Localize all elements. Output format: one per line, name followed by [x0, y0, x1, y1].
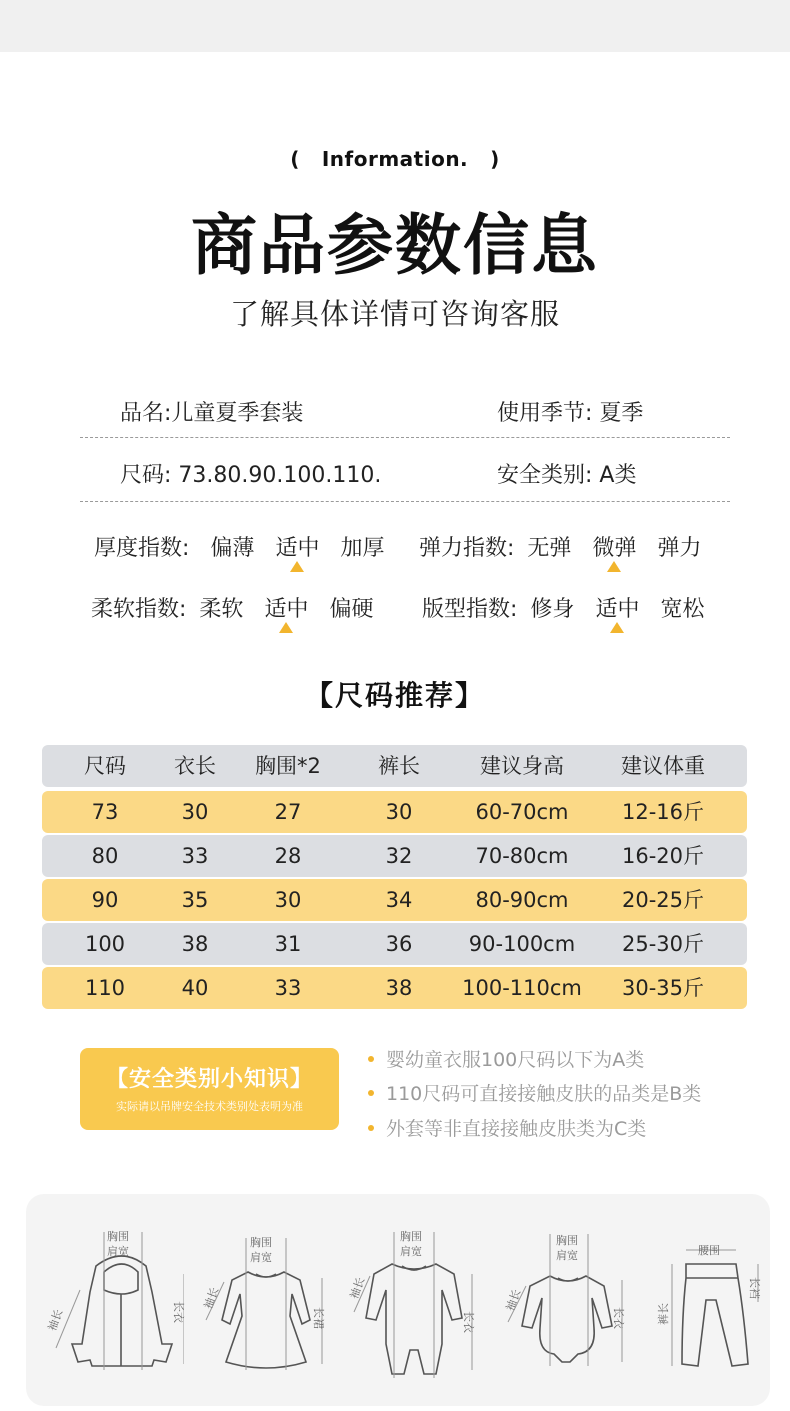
table-row	[42, 967, 747, 1009]
table-cell: 30	[181, 800, 209, 824]
label-sleeve: 袖长	[45, 1307, 66, 1333]
column-header: 衣长	[174, 754, 216, 778]
table-row	[42, 791, 747, 833]
fit-label: 版型指数:	[422, 597, 518, 622]
safety-class: 安全类别: A类	[497, 463, 637, 488]
table-cell: 33	[181, 844, 209, 868]
label-shoulder: 肩宽	[400, 1245, 422, 1258]
table-cell: 38	[181, 932, 209, 956]
column-header: 建议体重	[621, 754, 705, 778]
fit-option-loose: 宽松	[660, 597, 705, 622]
label-chest: 胸围	[400, 1230, 422, 1243]
eyebrow-close-paren: )	[490, 147, 500, 171]
fit-option-medium	[595, 592, 639, 623]
info-row-size-safety	[80, 442, 730, 500]
thickness-label: 厚度指数:	[94, 536, 190, 561]
pants-icon	[646, 1194, 766, 1406]
table-cell: 31	[274, 932, 302, 956]
size-recommend-title: 【尺码推荐】	[304, 679, 485, 712]
label-rise: 长裆	[748, 1277, 761, 1299]
thickness-option-thin: 偏薄	[210, 536, 255, 561]
fit-option-slim: 修身	[530, 597, 575, 622]
safety-knowledge-badge	[80, 1048, 339, 1130]
thickness-option-medium-text: 适中	[275, 536, 320, 561]
table-cell: 80	[91, 844, 119, 868]
dress-diagram	[194, 1194, 334, 1406]
fit-index	[422, 592, 704, 623]
safety-tip	[368, 1045, 644, 1072]
table-row	[42, 835, 747, 877]
table-cell: 33	[274, 976, 302, 1000]
label-sleeve: 袖长	[347, 1275, 368, 1301]
information-eyebrow	[0, 147, 790, 171]
elasticity-option-stretch: 弹力	[657, 536, 702, 561]
thickness-option-thick: 加厚	[340, 536, 385, 561]
bullet-icon	[368, 1090, 374, 1096]
divider	[80, 501, 730, 502]
page-title: 商品参数信息	[191, 207, 599, 284]
table-cell: 27	[274, 800, 302, 824]
bullet-icon	[368, 1056, 374, 1062]
table-cell: 90	[91, 888, 119, 912]
elasticity-option-none: 无弹	[527, 536, 572, 561]
table-cell: 38	[385, 976, 413, 1000]
top-bar	[0, 0, 790, 52]
size-list: 尺码: 73.80.90.100.110.	[120, 463, 382, 488]
pants-diagram	[646, 1194, 766, 1406]
table-cell: 35	[181, 888, 209, 912]
safety-tip	[368, 1114, 646, 1141]
table-cell: 34	[385, 888, 413, 912]
softness-option-hard: 偏硬	[329, 597, 374, 622]
product-name: 品名:儿童夏季套装	[120, 401, 304, 426]
jacket-diagram	[34, 1194, 184, 1406]
bodysuit-diagram	[492, 1194, 642, 1406]
label-sleeve: 袖长	[503, 1287, 524, 1313]
info-row-name-season	[80, 380, 730, 438]
selected-marker-icon	[607, 561, 621, 572]
bullet-icon	[368, 1125, 374, 1131]
label-length: 长衣	[172, 1301, 185, 1323]
table-cell: 30	[274, 888, 302, 912]
table-cell: 28	[274, 844, 302, 868]
table-header	[42, 745, 747, 787]
selected-marker-icon	[610, 622, 624, 633]
selected-marker-icon	[279, 622, 293, 633]
table-cell: 25-30斤	[621, 932, 705, 956]
safety-tip-text: 外套等非直接接触皮肤类为C类	[386, 1118, 647, 1140]
selected-marker-icon	[290, 561, 304, 572]
table-cell: 32	[385, 844, 413, 868]
label-length: 长裙	[312, 1307, 325, 1329]
jacket-icon	[34, 1194, 184, 1406]
elasticity-index	[419, 531, 701, 562]
table-cell: 100-110cm	[462, 976, 582, 1000]
eyebrow-open-paren: (	[290, 147, 300, 171]
table-cell: 30-35斤	[621, 976, 705, 1000]
table-row	[42, 923, 747, 965]
label-shoulder: 肩宽	[250, 1251, 272, 1264]
label-shoulder: 肩宽	[107, 1245, 129, 1258]
table-cell: 40	[181, 976, 209, 1000]
fit-option-medium-text: 适中	[595, 597, 640, 622]
table-cell: 60-70cm	[475, 800, 569, 824]
column-header: 胸围*2	[255, 754, 321, 778]
elasticity-option-slight-text: 微弹	[592, 536, 637, 561]
table-cell: 30	[385, 800, 413, 824]
softness-label: 柔软指数:	[91, 597, 187, 622]
softness-option-medium	[264, 592, 308, 623]
label-length: 长衣	[462, 1311, 475, 1333]
season: 使用季节: 夏季	[497, 401, 644, 426]
label-chest: 胸围	[107, 1230, 129, 1243]
romper-diagram	[338, 1194, 488, 1406]
divider	[80, 437, 730, 438]
label-pants-length: 裤长	[657, 1303, 670, 1325]
label-length: 长衣	[612, 1307, 625, 1329]
thickness-index	[94, 531, 384, 562]
safety-tip-text: 110尺码可直接接触皮肤的品类是B类	[386, 1083, 702, 1105]
table-cell: 90-100cm	[468, 932, 576, 956]
table-cell: 36	[385, 932, 413, 956]
table-cell: 80-90cm	[475, 888, 569, 912]
table-cell: 12-16斤	[621, 800, 705, 824]
elasticity-label: 弹力指数:	[419, 536, 515, 561]
elasticity-option-slight	[592, 531, 636, 562]
page-subtitle: 了解具体详情可咨询客服	[229, 297, 560, 331]
table-cell: 70-80cm	[475, 844, 569, 868]
column-header: 尺码	[84, 754, 126, 778]
label-waist: 腰围	[698, 1244, 720, 1257]
softness-option-soft: 柔软	[199, 597, 244, 622]
label-chest: 胸围	[556, 1234, 578, 1247]
softness-option-medium-text: 适中	[264, 597, 309, 622]
table-cell: 20-25斤	[621, 888, 705, 912]
label-shoulder: 肩宽	[556, 1249, 578, 1262]
table-cell: 100	[84, 932, 126, 956]
safety-badge-note: 实际请以吊牌安全技术类别处表明为准	[116, 1100, 303, 1113]
column-header: 裤长	[378, 754, 420, 778]
softness-index	[91, 592, 373, 623]
label-chest: 胸围	[250, 1236, 272, 1249]
label-sleeve: 袖长	[201, 1285, 222, 1311]
table-cell: 110	[84, 976, 126, 1000]
measurement-diagram-panel	[26, 1194, 770, 1406]
table-cell: 16-20斤	[621, 844, 705, 868]
safety-badge-title: 【安全类别小知识】	[105, 1067, 313, 1092]
column-header: 建议身高	[480, 754, 564, 778]
table-row	[42, 879, 747, 921]
safety-tip-text: 婴幼童衣服100尺码以下为A类	[386, 1049, 645, 1071]
thickness-option-medium	[275, 531, 319, 562]
safety-tip	[368, 1079, 701, 1106]
eyebrow-text: Information.	[321, 147, 469, 171]
table-cell: 73	[91, 800, 119, 824]
